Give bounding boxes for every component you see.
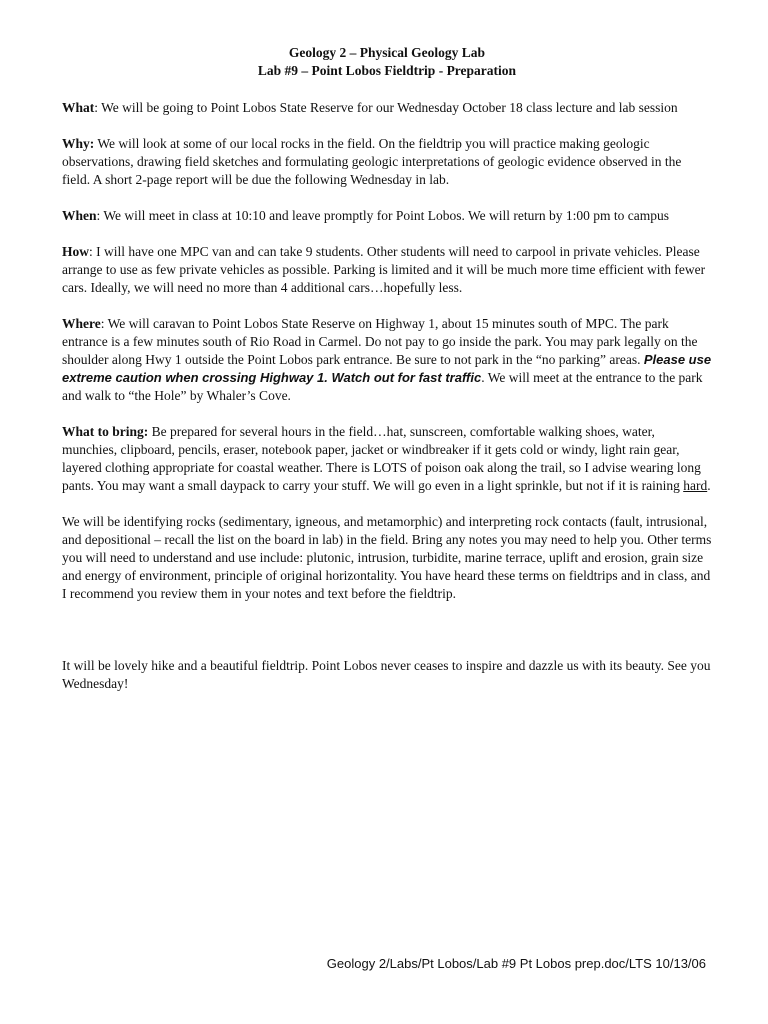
identify-paragraph: We will be identifying rocks (sedimentary, igneous, and metamorphic) and interpreting rock contacts (fault, intrusional, and depositional – recall the list on the board in lab) in the field. Bring any notes you may need to help you. Other terms you will need to understand and use include: plutonic, intrusion, turbidite, marine terrace, uplift and erosion, grain size and energy of environment, principle of original horizontality. You have heard these terms on fieldtrips and in class, and I recommend you review them in your notes and text before the fieldtrip. <box>62 514 712 601</box>
bring-text-after: . <box>707 478 711 493</box>
where-paragraph <box>62 315 712 405</box>
what-text: : We will be going to Point Lobos State Reserve for our Wednesday October 18 class lecture and lab session <box>94 100 678 115</box>
bring-text: Be prepared for several hours in the field…hat, sunscreen, comfortable walking shoes, water, munchies, clipboard, pencils, eraser, notebook paper, jacket or windbreaker if it gets cold or windy, light rain gear, layered clothing appropriate for coastal weather. There is LOTS of poison oak along the trail, so I advise wearing long pants. You may want a small daypack to carry your stuff. We will go even in a light sprinkle, but not if it is raining <box>62 424 701 493</box>
document-page <box>62 44 712 711</box>
when-label: When <box>62 208 97 223</box>
bring-paragraph <box>62 423 712 495</box>
blank-gap <box>62 621 712 657</box>
document-footer: Geology 2/Labs/Pt Lobos/Lab #9 Pt Lobos prep.doc/LTS 10/13/06 <box>326 956 706 971</box>
what-paragraph <box>62 99 712 117</box>
how-paragraph <box>62 243 712 297</box>
how-text: : I will have one MPC van and can take 9 students. Other students will need to carpool in private vehicles. Please arrange to use as few private vehicles as possible. Parking is limited and it will be much more time efficient with fewer cars. Ideally, we will need no more than 4 additional cars…hopefully less. <box>62 244 706 295</box>
when-paragraph <box>62 207 712 225</box>
document-title: Geology 2 – Physical Geology Lab <box>288 45 486 60</box>
how-label: How <box>62 244 89 259</box>
when-text: : We will meet in class at 10:10 and leave promptly for Point Lobos. We will return by 1:00 pm to campus <box>96 208 669 223</box>
where-text: : We will caravan to Point Lobos State Reserve on Highway 1, about 15 minutes south of MPC. The park entrance is a few minutes south of Rio Road in Carmel. Do not pay to go inside the park. You may park legally on the shoulder along Hwy 1 outside the Point Lobos park entrance. Be sure to not park in the “no parking” areas. <box>62 316 698 367</box>
what-label: What <box>62 100 95 115</box>
why-text: We will look at some of our local rocks in the field. On the fieldtrip you will practice making geologic observations, drawing field sketches and formulating geologic interpretations of geologic evidence observed in the field. A short 2-page report will be due the following Wednesday in lab. <box>62 136 682 187</box>
where-label: Where <box>62 316 101 331</box>
safety-caution: Please use extreme caution when crossing Highway 1. Watch out for fast traffic <box>62 352 712 385</box>
bring-label: What to bring: <box>62 424 149 439</box>
why-label: Why: <box>62 136 95 151</box>
where-text-after: . We will meet at the entrance to the park and walk to “the Hole” by Whaler’s Cove. <box>62 370 703 403</box>
hard-emphasis: hard <box>683 478 708 493</box>
document-subtitle: Lab #9 – Point Lobos Fieldtrip - Preparation <box>257 63 517 78</box>
why-paragraph <box>62 135 712 189</box>
closing-paragraph: It will be lovely hike and a beautiful fieldtrip. Point Lobos never ceases to inspire and dazzle us with its beauty. See you Wednesday! <box>62 658 711 691</box>
